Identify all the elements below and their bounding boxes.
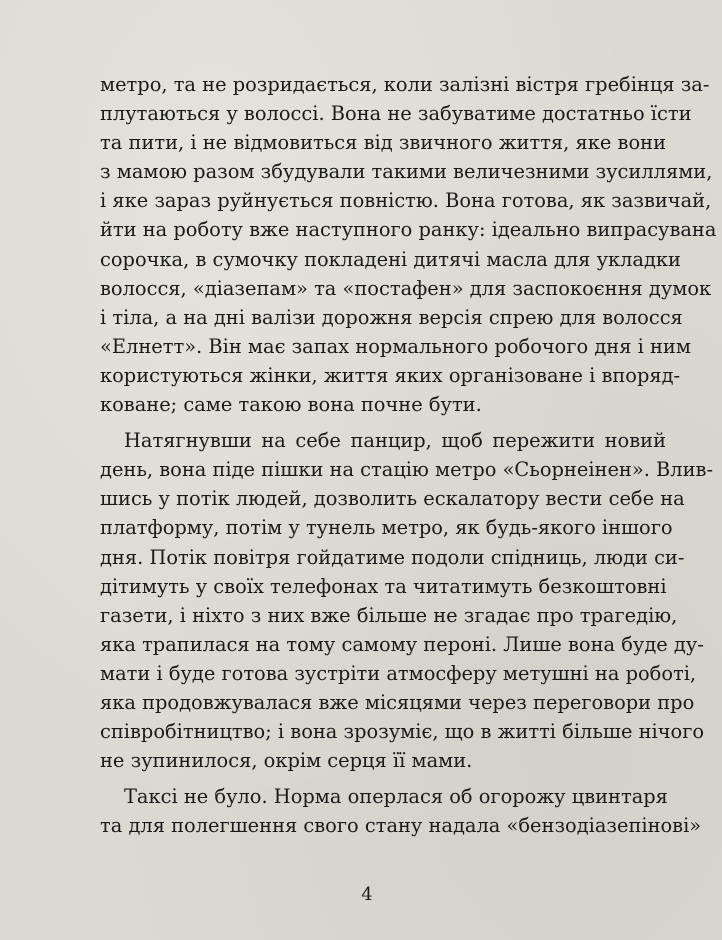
text-line: газети, і ніхто з них вже більше не згадає про трагедію, [100, 603, 678, 627]
text-line: Натягнувши на себе панцир, щоб пережити новий [124, 429, 666, 453]
text-line: Таксі не було. Норма оперлася об огорожу цвинтаря [124, 785, 668, 809]
paragraph-2 [100, 426, 713, 775]
text-line: співробітництво; і вона зрозуміє, що в житті більше нічого [100, 720, 705, 744]
text-line: коване; саме такою вона почне бути. [100, 393, 482, 417]
paragraph-gap [100, 419, 666, 426]
paragraph-gap [100, 775, 666, 782]
text-line: яка трапилася на тому самому пероні. Лише вона буде ду- [100, 632, 704, 656]
text-line: плутаються у волоссі. Вона не забуватиме достатньо їсти [100, 102, 692, 126]
text-line: платформу, потім у тунель метро, як будь-якого іншого [100, 516, 673, 540]
paragraph-1 [100, 70, 717, 419]
text-line: день, вона піде пішки на стацію метро «Сьорнеінен». Влив- [100, 458, 713, 482]
text-line: волосся, «діазепам» та «постафен» для заспокоєння думок [100, 276, 712, 300]
text-line: і яке зараз руйнується повністю. Вона готова, як зазвичай, [100, 189, 712, 213]
text-line: дітимуть у своїх телефонах та читатимуть безкоштовні [100, 574, 667, 598]
text-line: йти на роботу вже наступного ранку: ідеально випрасувана [100, 218, 717, 242]
text-line: користуються жінки, життя яких організоване і впоряд- [100, 363, 681, 387]
text-line: сорочка, в сумочку покладені дитячі масла для укладки [100, 247, 681, 271]
text-line: метро, та не розридається, коли залізні вістря гребінця за- [100, 73, 710, 96]
text-line: та для полегшення свого стану надала «бензодіазепінові» [100, 814, 702, 838]
text-line: яка продовжувалася вже місяцями через переговори про [100, 690, 695, 714]
text-line: не зупинилося, окрім серця її мами. [100, 749, 473, 773]
body-text [100, 70, 717, 840]
paragraph-3 [100, 782, 702, 840]
text-line: шись у потік людей, дозволить ескалатору вести себе на [100, 487, 685, 511]
text-line: мати і буде готова зустріти атмосферу метушні на роботі, [100, 661, 697, 685]
text-line: з мамою разом збудували такими величезними зусиллями, [100, 160, 713, 184]
text-line: «Елнетт». Він має запах нормального робочого дня і ним [100, 334, 691, 358]
page-number: 4 [361, 884, 373, 905]
text-line: і тіла, а на дні валізи дорожня версія спрею для волосся [100, 305, 683, 329]
text-line: дня. Потік повітря гойдатиме подоли спідниць, люди си- [100, 545, 685, 569]
text-line: та пити, і не відмовиться від звичного життя, яке вони [100, 131, 666, 155]
